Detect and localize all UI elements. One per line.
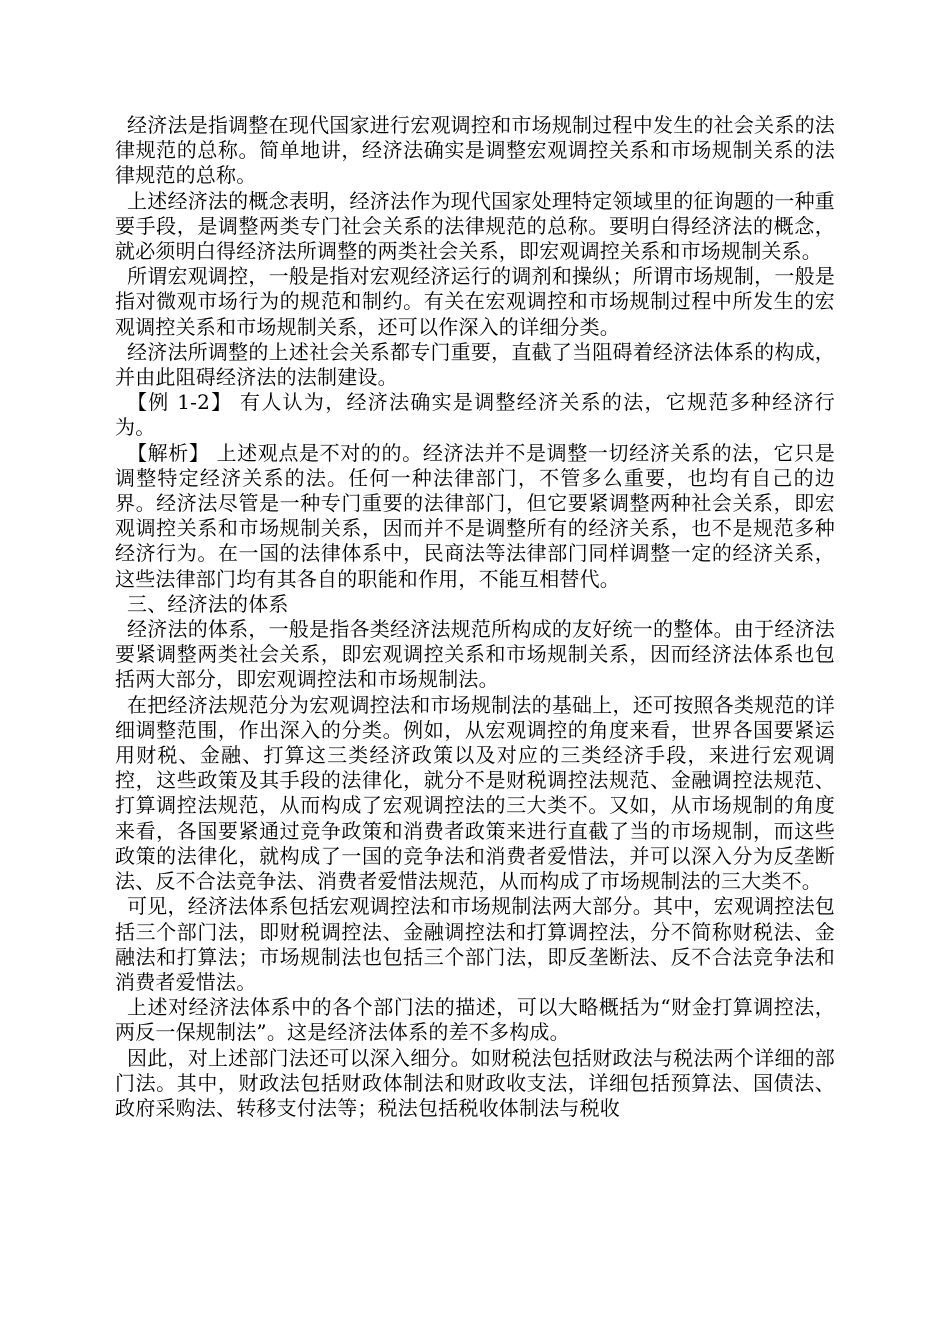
paragraph-analysis: 【解析】 上述观点是不对的的。经济法并不是调整一切经济关系的法，它只是调整特定经济关系的法。任何一种法律部门，不管多么重要，也均有自己的边界。经济法尽管是一种专门重要的法律部门，但它要紧调整两种社会关系，即宏观调控关系和市场规制关系，因而并不是调整所有的经济关系，也不是规范多种经济行为。在一国的法律体系中，民商法等法律部门同样调整一定的经济关系，这些法律部门均有其各自的职能和作用，不能互相替代。 (115, 440, 835, 591)
paragraph-macro-control: 所谓宏观调控，一般是指对宏观经济运行的调剂和操纵；所谓市场规制，一般是指对微观市场行为的规范和制约。有关在宏观调控和市场规制过程中所发生的宏观调控关系和市场规制关系，还可以作深入的详细分类。 (115, 264, 835, 339)
section-heading: 三、经济法的体系 (127, 591, 289, 616)
paragraph-summary: 可见，经济法体系包括宏观调控法和市场规制法两大部分。其中，宏观调控法包括三个部门法，即财税调控法、金融调控法和打算调控法，分不简称财税法、金融法和打算法；市场规制法也包括三个部门法，即反垄断法、反不合法竞争法和消费者爱惜法。 (115, 894, 835, 994)
paragraph-formula: 上述对经济法体系中的各个部门法的描述，可以大略概括为“财金打算调控法，两反一保规制法”。这是经济法体系的差不多构成。 (115, 995, 835, 1045)
paragraph-system: 经济法的体系，一般是指各类经济法规范所构成的友好统一的整体。由于经济法要紧调整两类社会关系，即宏观调控关系和市场规制关系，因而经济法体系也包括两大部分，即宏观调控法和市场规制法。 (115, 617, 835, 692)
paragraph-concept: 上述经济法的概念表明，经济法作为现代国家处理特定领域里的征询题的一种重要手段，是调整两类专门社会关系的法律规范的总称。要明白得经济法的概念，就必须明白得经济法所调整的两类社会关系，即宏观调控关系和市场规制关系。 (115, 188, 835, 264)
paragraph-example: 【例 1-2】 有人认为，经济法确实是调整经济关系的法，它规范多种经济行为。 (115, 390, 835, 440)
paragraph-classification: 在把经济法规范分为宏观调控法和市场规制法的基础上，还可按照各类规范的详细调整范围，作出深入的分类。例如，从宏观调控的角度来看，世界各国要紧运用财税、金融、打算这三类经济政策以及对应的三类经济手段，来进行宏观调控，这些政策及其手段的法律化，就分不是财税调控法规范、金融调控法规范、打算调控法规范，从而构成了宏观调控法的三大类不。又如，从市场规制的角度来看，各国要紧通过竞争政策和消费者政策来进行直截了当的市场规制，而这些政策的法律化，就构成了一国的竞争法和消费者爱惜法，并可以深入分为反垄断法、反不合法竞争法、消费者爱惜法规范，从而构成了市场规制法的三大类不。 (115, 692, 835, 894)
paragraph-subdivision: 因此，对上述部门法还可以深入细分。如财税法包括财政法与税法两个详细的部门法。其中，财政法包括财政体制法和财政收支法，详细包括预算法、国债法、政府采购法、转移支付法等；税法包括税收体制法与税收 (115, 1045, 835, 1120)
paragraph-social-relations: 经济法所调整的上述社会关系都专门重要，直截了当阻碍着经济法体系的构成，并由此阻碍经济法的法制建设。 (115, 339, 835, 390)
paragraph-definition: 经济法是指调整在现代国家进行宏观调控和市场规制过程中发生的社会关系的法律规范的总称。简单地讲，经济法确实是调整宏观调控关系和市场规制关系的法律规范的总称。 (115, 113, 835, 188)
document-body (115, 113, 835, 1121)
